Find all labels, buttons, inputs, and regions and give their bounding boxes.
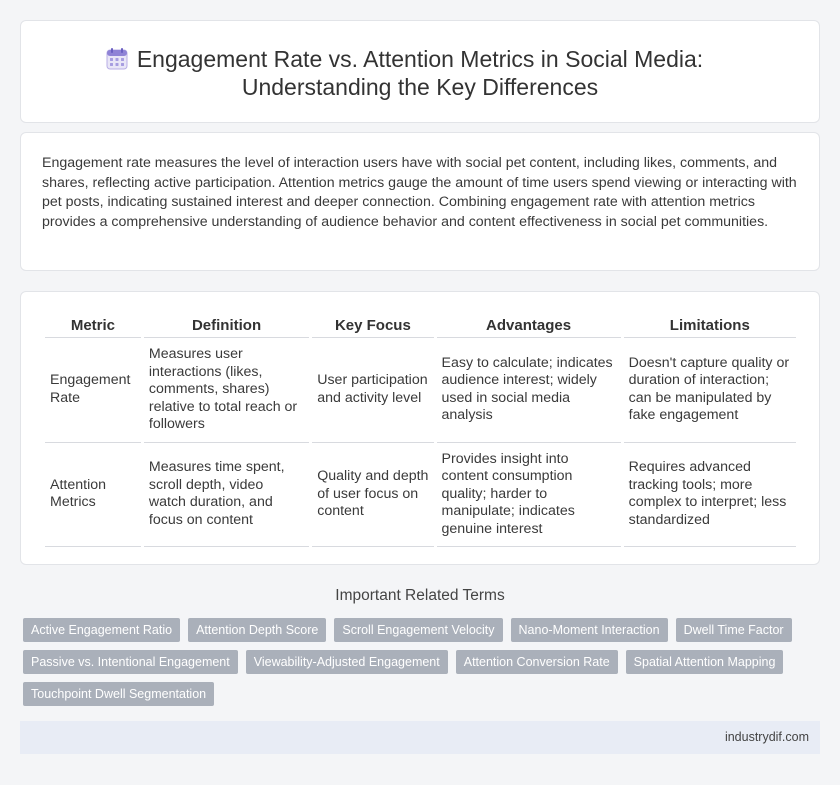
table-cell: Provides insight into content consumption quality; harder to manipulate; indicates genuine interest — [437, 443, 621, 548]
table-cell: Quality and depth of user focus on content — [312, 443, 433, 548]
tag-attention-conversion-rate[interactable]: Attention Conversion Rate — [456, 650, 618, 674]
tag-attention-depth-score[interactable]: Attention Depth Score — [188, 618, 326, 642]
table-cell: Engagement Rate — [45, 338, 141, 443]
tag-viewability-adjusted-engagement[interactable]: Viewability-Adjusted Engagement — [246, 650, 448, 674]
page-title: Engagement Rate vs. Attention Metrics in Social Media: Understanding the Key Differences — [136, 46, 704, 100]
table-header-row — [45, 314, 796, 338]
header-advantages: Advantages — [437, 314, 621, 338]
related-terms-title: Important Related Terms — [335, 587, 505, 604]
tag-scroll-engagement-velocity[interactable]: Scroll Engagement Velocity — [334, 618, 502, 642]
footer-site-link[interactable]: industrydif.com — [724, 730, 809, 744]
table-cell: Attention Metrics — [45, 443, 141, 548]
table-cell: Measures time spent, scroll depth, video watch duration, and focus on content — [144, 443, 309, 548]
table-cell: Easy to calculate; indicates audience interest; widely used in social media analysis — [437, 338, 621, 443]
header-definition: Definition — [144, 314, 309, 338]
comparison-table-card — [20, 291, 820, 565]
related-terms-tags — [23, 618, 823, 714]
tag-spatial-attention-mapping[interactable]: Spatial Attention Mapping — [626, 650, 784, 674]
header-key-focus: Key Focus — [312, 314, 433, 338]
tag-dwell-time-factor[interactable]: Dwell Time Factor — [676, 618, 792, 642]
intro-card — [20, 132, 820, 271]
tag-touchpoint-dwell-segmentation[interactable]: Touchpoint Dwell Segmentation — [23, 682, 214, 706]
table-cell: Requires advanced tracking tools; more complex to interpret; less standardized — [624, 443, 796, 548]
comparison-table — [42, 314, 799, 547]
footer — [20, 721, 820, 754]
table-cell: Doesn't capture quality or duration of interaction; can be manipulated by fake engagement — [624, 338, 796, 443]
table-cell: User participation and activity level — [312, 338, 433, 443]
header-metric: Metric — [45, 314, 141, 338]
table-row — [45, 338, 796, 443]
table-cell: Measures user interactions (likes, comments, shares) relative to total reach or followers — [144, 338, 309, 443]
tag-nano-moment-interaction[interactable]: Nano-Moment Interaction — [511, 618, 668, 642]
title-card — [20, 20, 820, 123]
tag-passive-vs-intentional-engagement[interactable]: Passive vs. Intentional Engagement — [23, 650, 238, 674]
tag-active-engagement-ratio[interactable]: Active Engagement Ratio — [23, 618, 180, 642]
intro-paragraph: Engagement rate measures the level of interaction users have with social pet content, including likes, comments, and shares, reflecting active participation. Attention metrics gauge the amount of time users spend viewing or interacting with pet posts, indicating sustained interest and deeper connection. Combining engagement rate with attention metrics provides a comprehensive understanding of audience behavior and content effectiveness in social pet communities. — [42, 155, 797, 230]
header-limitations: Limitations — [624, 314, 796, 338]
table-row — [45, 443, 796, 548]
